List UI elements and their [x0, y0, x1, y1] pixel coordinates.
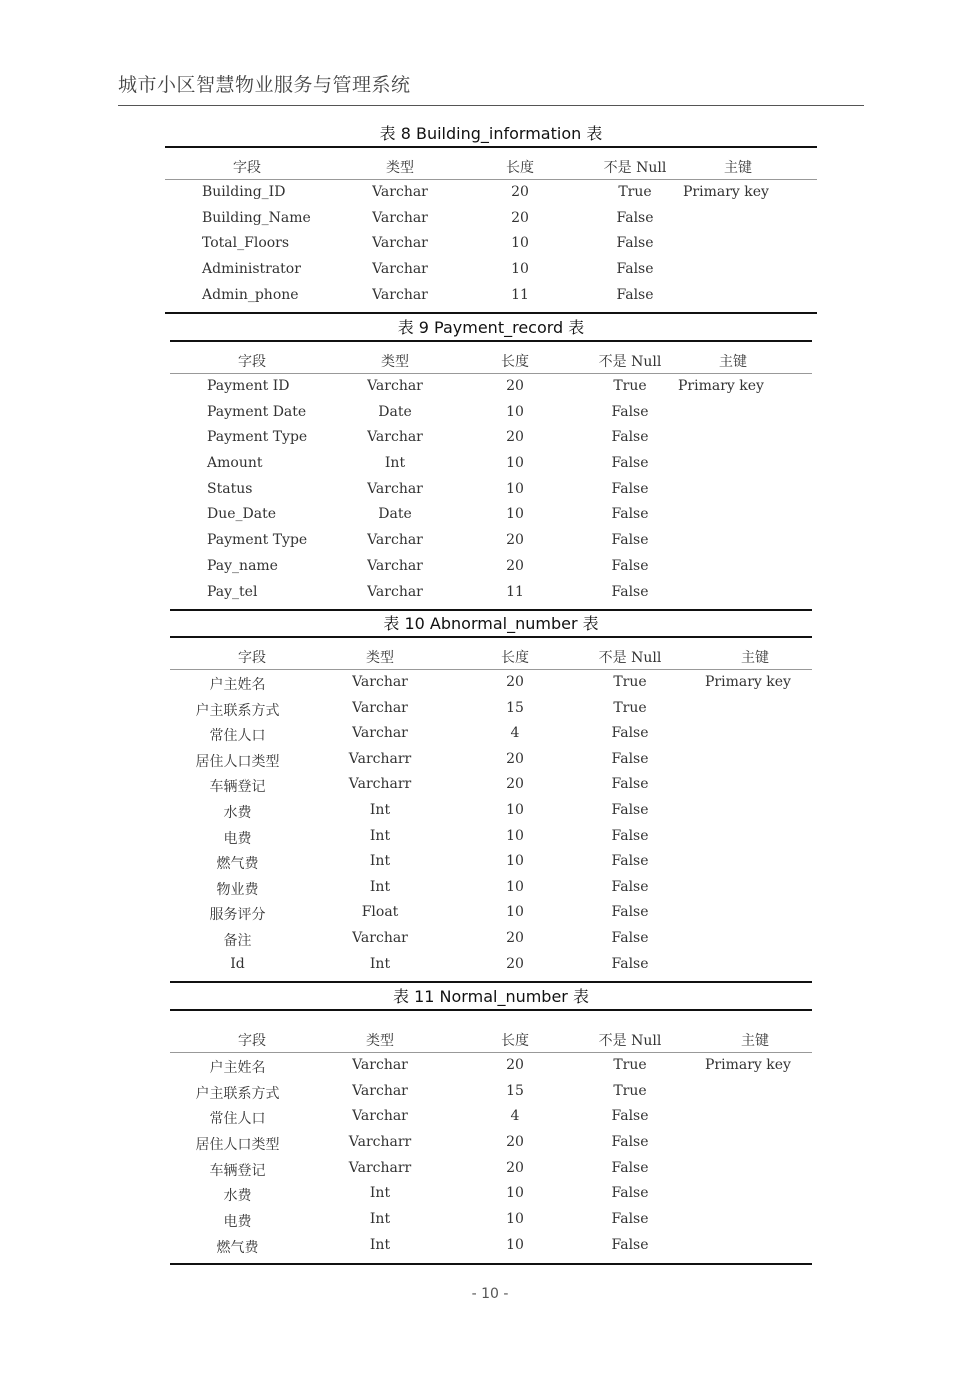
- table-row: [170, 849, 812, 875]
- not-null-cell: True: [613, 378, 647, 394]
- column-header: 类型: [381, 354, 409, 370]
- table-row: [170, 772, 812, 798]
- field-cell: Payment Type: [207, 532, 308, 549]
- type-cell: Varchar: [352, 725, 408, 742]
- not-null-cell: False: [611, 827, 649, 844]
- table-caption: 表 8 Building_information 表: [379, 124, 603, 143]
- not-null-cell: True: [613, 1057, 647, 1073]
- table-row: [170, 696, 812, 722]
- length-cell: 15: [506, 699, 524, 716]
- running-header: 城市小区智慧物业服务与管理系统: [118, 74, 411, 96]
- field-cell: Total_Floors: [202, 235, 290, 252]
- table-row: [170, 1207, 812, 1233]
- field-cell: 电费: [223, 830, 252, 847]
- type-cell: Varcharr: [348, 1134, 412, 1151]
- not-null-cell: False: [611, 725, 649, 742]
- table-row: [165, 180, 817, 206]
- table-row: [170, 747, 812, 773]
- table-caption: 表 9 Payment_record 表: [397, 318, 585, 337]
- field-cell: 户主联系方式: [195, 702, 280, 719]
- not-null-cell: False: [611, 955, 649, 972]
- column-header: 主键: [741, 650, 769, 666]
- column-header: 不是 Null: [603, 160, 667, 176]
- type-cell: Varchar: [367, 532, 423, 549]
- column-header: 字段: [238, 650, 266, 666]
- table-row: [170, 374, 812, 400]
- table-row: [170, 528, 812, 554]
- length-cell: 20: [511, 184, 529, 200]
- length-cell: 11: [511, 286, 529, 303]
- not-null-cell: False: [611, 776, 649, 793]
- type-cell: Int: [369, 955, 391, 972]
- length-cell: 10: [506, 827, 524, 844]
- column-header: 类型: [366, 1033, 394, 1049]
- type-cell: Varcharr: [348, 776, 412, 793]
- type-cell: Int: [369, 827, 391, 844]
- not-null-cell: False: [611, 750, 649, 767]
- table-row: [165, 206, 817, 232]
- length-cell: 10: [506, 1211, 524, 1228]
- table-row: [165, 283, 817, 309]
- column-header: 主键: [719, 354, 747, 370]
- primary-key-cell: Primary key: [683, 184, 769, 200]
- table-row: [170, 824, 812, 850]
- type-cell: Int: [384, 455, 406, 472]
- type-cell: Varchar: [372, 235, 428, 252]
- not-null-cell: False: [611, 506, 649, 523]
- length-cell: 10: [506, 1185, 524, 1202]
- table-row: [170, 926, 812, 952]
- not-null-cell: False: [611, 904, 649, 921]
- table-row: [170, 670, 812, 696]
- table-row: [170, 875, 812, 901]
- type-cell: Date: [378, 506, 412, 523]
- column-header: 主键: [724, 160, 752, 176]
- field-cell: 居住人口类型: [195, 753, 280, 770]
- length-cell: 20: [506, 1057, 524, 1073]
- table-row: [170, 554, 812, 580]
- table-row: [170, 425, 812, 451]
- field-cell: Building_ID: [202, 184, 286, 200]
- field-cell: Building_Name: [202, 209, 311, 226]
- table-body: [170, 340, 812, 611]
- field-cell: Due_Date: [207, 506, 277, 523]
- not-null-cell: False: [616, 261, 654, 278]
- not-null-cell: False: [611, 1159, 649, 1176]
- length-cell: 10: [506, 480, 524, 497]
- type-cell: Varchar: [367, 480, 423, 497]
- table-row: [170, 502, 812, 528]
- field-cell: Payment Date: [207, 403, 307, 420]
- type-cell: Int: [369, 1236, 391, 1253]
- field-cell: 车辆登记: [209, 779, 266, 796]
- field-cell: 常住人口: [209, 728, 266, 745]
- length-cell: 11: [506, 583, 524, 600]
- table-row: [170, 952, 812, 978]
- type-cell: Varchar: [352, 1057, 408, 1073]
- field-cell: 常住人口: [209, 1111, 266, 1128]
- table-row: [170, 900, 812, 926]
- length-cell: 20: [506, 776, 524, 793]
- table-header-row: [165, 151, 817, 180]
- type-cell: Varchar: [367, 557, 423, 574]
- not-null-cell: False: [611, 929, 649, 946]
- primary-key-cell: Primary key: [705, 1057, 791, 1073]
- not-null-cell: False: [616, 286, 654, 303]
- column-header: 类型: [386, 160, 414, 176]
- not-null-cell: False: [611, 403, 649, 420]
- column-header: 不是 Null: [598, 1033, 662, 1049]
- column-header: 长度: [501, 1033, 529, 1049]
- type-cell: Date: [378, 403, 412, 420]
- primary-key-cell: Primary key: [705, 674, 791, 690]
- length-cell: 4: [510, 1108, 520, 1125]
- table-row: [170, 721, 812, 747]
- column-header: 长度: [501, 354, 529, 370]
- field-cell: Amount: [207, 455, 263, 472]
- length-cell: 10: [511, 261, 529, 278]
- length-cell: 20: [506, 1134, 524, 1151]
- type-cell: Int: [369, 1211, 391, 1228]
- table-row: [170, 1233, 812, 1259]
- data-table: [165, 122, 817, 314]
- column-header: 字段: [233, 160, 261, 176]
- field-cell: Pay_name: [207, 557, 278, 574]
- field-cell: Admin_phone: [202, 286, 299, 303]
- field-cell: 水费: [223, 804, 252, 821]
- table-row: [170, 451, 812, 477]
- type-cell: Varchar: [367, 429, 423, 446]
- table-body: [170, 636, 812, 983]
- length-cell: 4: [510, 725, 520, 742]
- field-cell: 备注: [223, 932, 252, 949]
- data-table: [170, 316, 812, 611]
- length-cell: 10: [506, 403, 524, 420]
- length-cell: 20: [506, 1159, 524, 1176]
- field-cell: Payment Type: [207, 429, 308, 446]
- length-cell: 20: [506, 429, 524, 446]
- length-cell: 20: [506, 674, 524, 690]
- column-header: 长度: [506, 160, 534, 176]
- table-row: [170, 1130, 812, 1156]
- field-cell: Status: [207, 480, 253, 497]
- table-header-row: [170, 345, 812, 374]
- table-row: [165, 257, 817, 283]
- not-null-cell: False: [611, 801, 649, 818]
- table-row: [165, 231, 817, 257]
- length-cell: 10: [506, 506, 524, 523]
- type-cell: Varcharr: [348, 750, 412, 767]
- not-null-cell: True: [613, 699, 647, 716]
- length-cell: 10: [511, 235, 529, 252]
- not-null-cell: False: [611, 1134, 649, 1151]
- field-cell: 户主联系方式: [195, 1085, 280, 1102]
- length-cell: 10: [506, 904, 524, 921]
- length-cell: 20: [511, 209, 529, 226]
- not-null-cell: False: [611, 480, 649, 497]
- type-cell: Varchar: [372, 261, 428, 278]
- length-cell: 20: [506, 532, 524, 549]
- table-body: [165, 146, 817, 314]
- table-caption: 表 11 Normal_number 表: [393, 987, 589, 1006]
- length-cell: 10: [506, 1236, 524, 1253]
- field-cell: Pay_tel: [207, 583, 258, 600]
- not-null-cell: False: [611, 1185, 649, 1202]
- type-cell: Varchar: [352, 1108, 408, 1125]
- column-header: 字段: [238, 1033, 266, 1049]
- length-cell: 10: [506, 801, 524, 818]
- field-cell: 户主姓名: [209, 677, 266, 693]
- table-caption: 表 10 Abnormal_number 表: [383, 614, 599, 633]
- not-null-cell: False: [611, 853, 649, 870]
- field-cell: Administrator: [202, 261, 301, 278]
- not-null-cell: False: [616, 209, 654, 226]
- length-cell: 20: [506, 378, 524, 394]
- length-cell: 20: [506, 955, 524, 972]
- field-cell: Id: [230, 955, 245, 972]
- field-cell: 电费: [223, 1214, 252, 1231]
- not-null-cell: True: [613, 1082, 647, 1099]
- type-cell: Varchar: [352, 699, 408, 716]
- not-null-cell: False: [611, 532, 649, 549]
- type-cell: Int: [369, 853, 391, 870]
- type-cell: Float: [361, 904, 399, 921]
- type-cell: Varchar: [352, 1082, 408, 1099]
- field-cell: 燃气费: [216, 856, 259, 873]
- type-cell: Varchar: [352, 674, 408, 690]
- column-header: 长度: [501, 650, 529, 666]
- type-cell: Varchar: [372, 184, 428, 200]
- length-cell: 20: [506, 929, 524, 946]
- length-cell: 20: [506, 557, 524, 574]
- table-row: [170, 1156, 812, 1182]
- table-row: [170, 1181, 812, 1207]
- table-row: [170, 400, 812, 426]
- not-null-cell: False: [611, 1211, 649, 1228]
- not-null-cell: False: [611, 455, 649, 472]
- column-header: 不是 Null: [598, 354, 662, 370]
- table-header-row: [170, 641, 812, 670]
- table-header-row: [170, 1014, 812, 1053]
- field-cell: 水费: [223, 1188, 252, 1205]
- not-null-cell: False: [616, 235, 654, 252]
- not-null-cell: False: [611, 429, 649, 446]
- table-row: [170, 1104, 812, 1130]
- length-cell: 20: [506, 750, 524, 767]
- type-cell: Varchar: [372, 286, 428, 303]
- not-null-cell: True: [618, 184, 652, 200]
- data-table: [170, 985, 812, 1265]
- page-number: - 10 -: [471, 1286, 509, 1302]
- type-cell: Int: [369, 878, 391, 895]
- field-cell: 车辆登记: [209, 1162, 266, 1179]
- column-header: 不是 Null: [598, 650, 662, 666]
- table-row: [170, 477, 812, 503]
- not-null-cell: False: [611, 878, 649, 895]
- field-cell: 物业费: [216, 881, 259, 898]
- type-cell: Varcharr: [348, 1159, 412, 1176]
- type-cell: Varchar: [367, 378, 423, 394]
- not-null-cell: True: [613, 674, 647, 690]
- column-header: 主键: [741, 1033, 769, 1049]
- table-row: [170, 1079, 812, 1105]
- field-cell: 服务评分: [209, 907, 266, 924]
- type-cell: Int: [369, 1185, 391, 1202]
- type-cell: Int: [369, 801, 391, 818]
- table-body: [170, 1009, 812, 1265]
- length-cell: 10: [506, 455, 524, 472]
- column-header: 类型: [366, 650, 394, 666]
- column-header: 字段: [238, 354, 266, 370]
- header-divider: [118, 105, 864, 106]
- table-row: [170, 580, 812, 606]
- not-null-cell: False: [611, 1236, 649, 1253]
- table-row: [170, 1053, 812, 1079]
- table-row: [170, 798, 812, 824]
- field-cell: 居住人口类型: [195, 1137, 280, 1154]
- primary-key-cell: Primary key: [678, 378, 764, 394]
- not-null-cell: False: [611, 583, 649, 600]
- length-cell: 10: [506, 878, 524, 895]
- type-cell: Varchar: [352, 929, 408, 946]
- length-cell: 15: [506, 1082, 524, 1099]
- type-cell: Varchar: [367, 583, 423, 600]
- not-null-cell: False: [611, 557, 649, 574]
- field-cell: Payment ID: [207, 378, 290, 394]
- type-cell: Varchar: [372, 209, 428, 226]
- field-cell: 燃气费: [216, 1239, 259, 1256]
- not-null-cell: False: [611, 1108, 649, 1125]
- data-table: [170, 612, 812, 983]
- field-cell: 户主姓名: [209, 1060, 266, 1076]
- length-cell: 10: [506, 853, 524, 870]
